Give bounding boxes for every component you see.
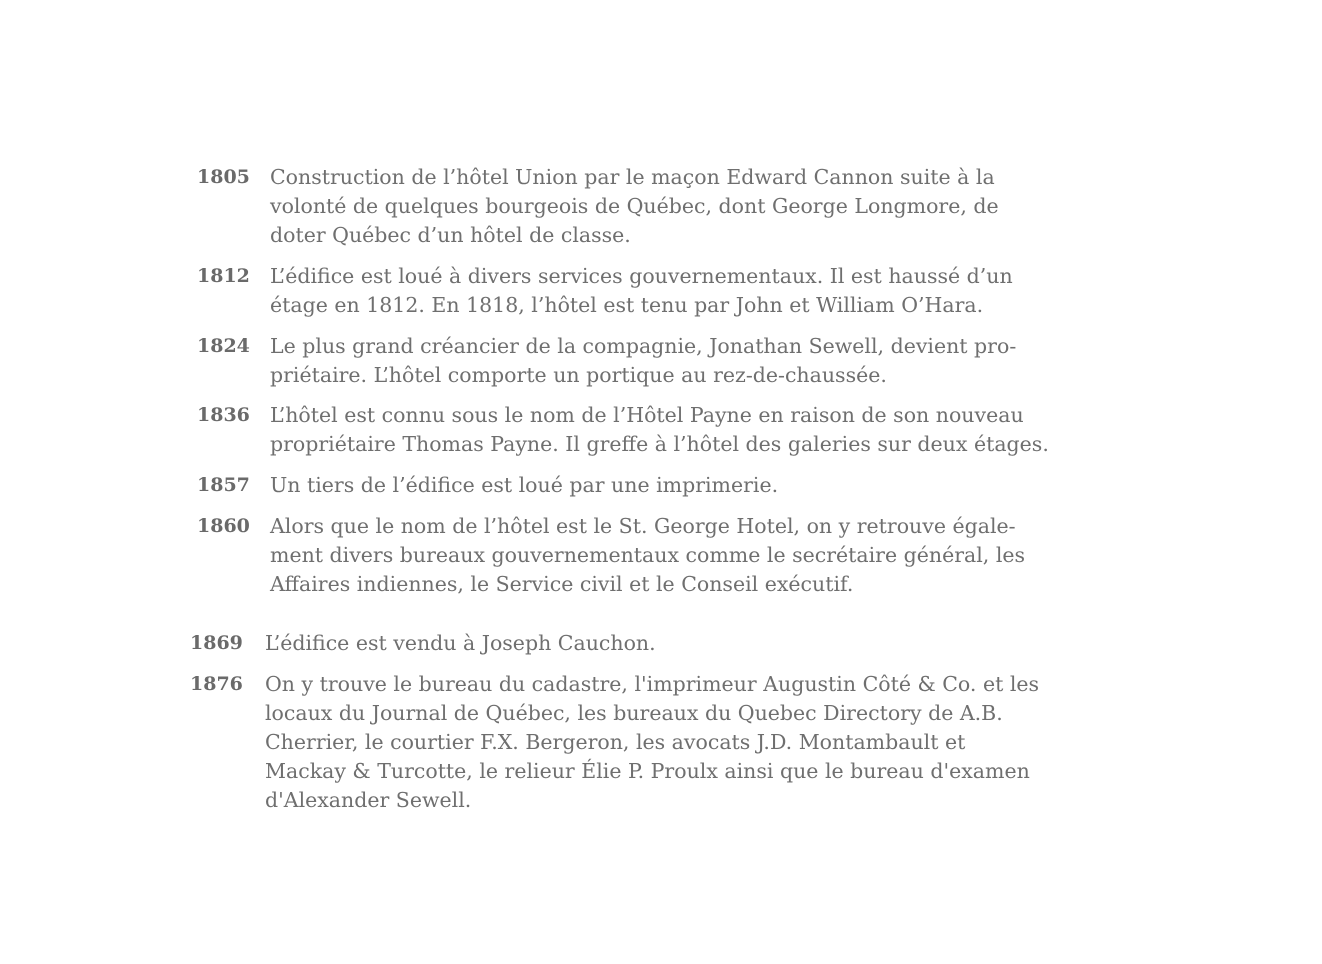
entry-year: 1857 bbox=[197, 474, 250, 496]
entry-text: On y trouve le bureau du cadastre, l'imprimeur Augustin Côté & Co. et les locaux du Journal de Québec, les bureaux du Quebec Directory de A.B. Cherrier, le courtier F.X. Bergeron, les avocats J.D. Montambault et Mackay & Turcotte, le relieur Élie P. Proulx ainsi que le bureau d'examen d'Alexander Sewell. bbox=[265, 672, 1040, 812]
entry-year: 1836 bbox=[197, 404, 250, 426]
entry-text: Construction de l’hôtel Union par le maçon Edward Cannon suite à la volonté de quelques bourgeois de Québec, dont George Longmore, de doter Québec d’un hôtel de classe. bbox=[270, 165, 999, 247]
entry-text: Alors que le nom de l’hôtel est le St. George Hotel, on y retrouve égale- ment divers bureaux gouvernementaux comme le secrétaire général, les Affaires indiennes, le Service civil et le Conseil exécutif. bbox=[270, 514, 1026, 596]
entry-year: 1824 bbox=[197, 335, 250, 357]
entry-text: L’hôtel est connu sous le nom de l’Hôtel Payne en raison de son nouveau propriétaire Thomas Payne. Il greffe à l’hôtel des galeries sur deux étages. bbox=[270, 403, 1049, 456]
entry-text: Le plus grand créancier de la compagnie, Jonathan Sewell, devient pro- priétaire. L’hôtel comporte un portique au rez-de-chaussée. bbox=[270, 334, 1017, 387]
entry-text: L’édifice est loué à divers services gouvernementaux. Il est haussé d’un étage en 1812. En 1818, l’hôtel est tenu par John et William O’Hara. bbox=[270, 264, 1013, 317]
entry-text: L’édifice est vendu à Joseph Cauchon. bbox=[265, 631, 656, 655]
entry-year: 1869 bbox=[190, 632, 243, 654]
entry-year: 1860 bbox=[197, 515, 250, 537]
entry-year: 1876 bbox=[190, 673, 243, 695]
entry-text: Un tiers de l’édifice est loué par une imprimerie. bbox=[270, 473, 779, 497]
entry-year: 1812 bbox=[197, 265, 250, 287]
entry-year: 1805 bbox=[197, 166, 250, 188]
